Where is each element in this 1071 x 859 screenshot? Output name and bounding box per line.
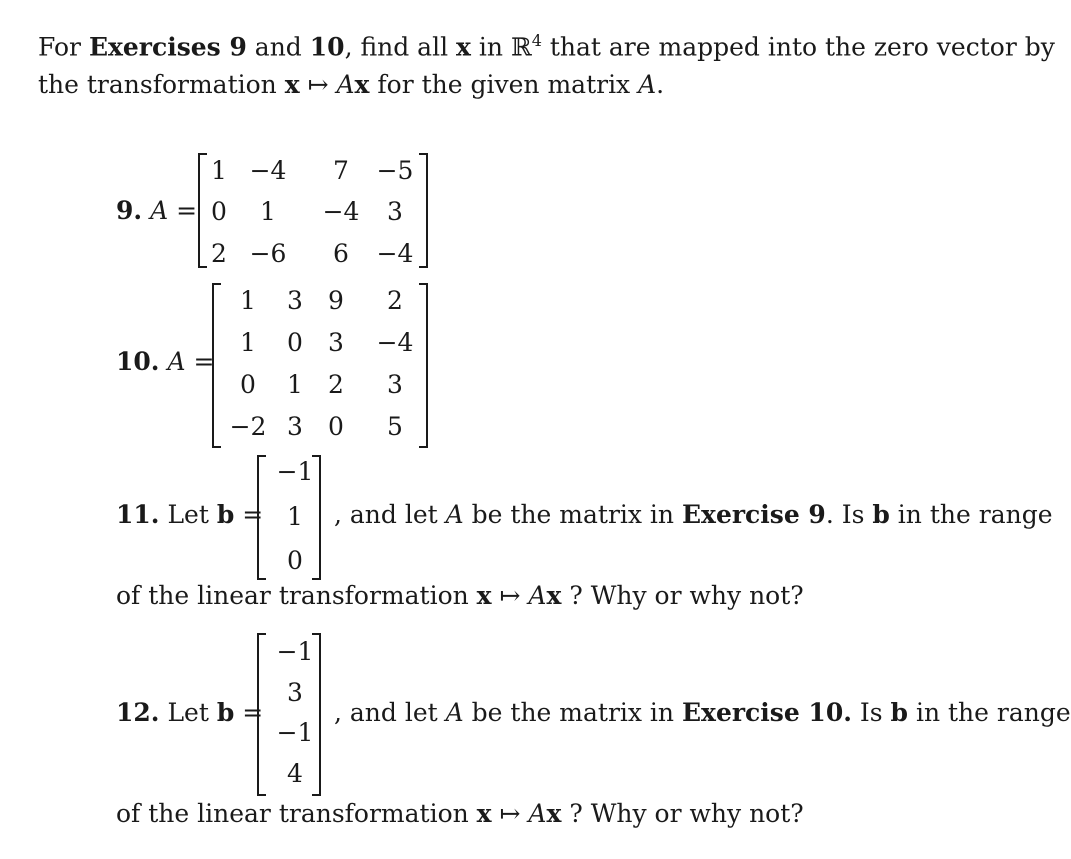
- text: Let: [167, 698, 209, 727]
- matrix-entry: 0: [211, 197, 227, 226]
- matrix-entry: 9: [328, 286, 344, 315]
- text: in the range: [889, 500, 1053, 529]
- matrix-entry: 5: [387, 412, 403, 441]
- matrix-entry: 1: [240, 328, 256, 357]
- vector-entry: 3: [287, 678, 303, 707]
- exercise-10-label: [116, 347, 214, 376]
- exercise-number: 11.: [116, 500, 160, 529]
- vector-b: b: [216, 500, 235, 529]
- matrix-A: A: [336, 70, 355, 99]
- vector-b: b: [216, 698, 235, 727]
- right-bracket: [419, 153, 428, 268]
- text: be the matrix in: [463, 500, 682, 529]
- matrix-A: A: [528, 581, 547, 610]
- intro-bold-10: 10: [309, 32, 345, 62]
- matrix-entry: 2: [387, 286, 403, 315]
- exercise-11-line-2: [116, 581, 804, 610]
- matrix-entry: 6: [333, 239, 349, 268]
- text: Let: [167, 500, 209, 529]
- text: in the range: [908, 698, 1071, 727]
- dimension-superscript: 4: [531, 31, 542, 50]
- text: . Is: [825, 500, 873, 529]
- matrix-entry: −2: [229, 412, 267, 441]
- matrix-entry: 3: [387, 197, 403, 226]
- right-bracket: [419, 283, 428, 448]
- intro-text: .: [656, 70, 665, 99]
- vector-x: x: [284, 70, 300, 99]
- matrix-A: A: [445, 500, 464, 529]
- exercise-reference: Exercise 10.: [681, 698, 852, 727]
- text: , and let: [334, 698, 446, 727]
- intro-line-2: [38, 62, 664, 107]
- exercise-12-line-2: [116, 799, 804, 828]
- intro-text: For: [38, 32, 89, 62]
- equals-sign: =: [242, 698, 264, 727]
- matrix-entry: 1: [260, 197, 276, 226]
- left-bracket: [212, 283, 221, 448]
- text: , and let: [334, 500, 446, 529]
- matrix-entry: 0: [287, 328, 303, 357]
- text: be the matrix in: [463, 698, 682, 727]
- vector-x: x: [354, 70, 370, 99]
- vector-entry: −1: [276, 457, 314, 486]
- text: of the linear transformation: [116, 581, 477, 610]
- matrix-A: A: [150, 196, 169, 225]
- matrix-entry: −5: [376, 156, 414, 185]
- text: Is: [851, 698, 891, 727]
- text: of the linear transformation: [116, 799, 477, 828]
- matrix-entry: −4: [249, 156, 287, 185]
- matrix-A: A: [638, 70, 657, 99]
- matrix-entry: −4: [376, 239, 414, 268]
- exercise-number: 10.: [116, 347, 160, 376]
- exercise-11-label: [116, 500, 263, 529]
- intro-text: for the given matrix: [369, 70, 639, 99]
- vector-x: x: [546, 799, 562, 828]
- intro-bold-exercises: Exercises 9: [88, 32, 247, 62]
- maps-to-arrow: ↦: [491, 581, 529, 610]
- equals-sign: =: [193, 347, 215, 376]
- vector-x: x: [456, 32, 471, 62]
- intro-text: that are mapped into the zero vector by: [541, 32, 1055, 62]
- matrix-entry: 3: [328, 328, 344, 357]
- text: ? Why or why not?: [561, 799, 804, 828]
- matrix-entry: 0: [240, 370, 256, 399]
- vector-x: x: [476, 581, 492, 610]
- exercise-number: 12.: [116, 698, 160, 727]
- matrix-entry: −4: [376, 328, 414, 357]
- intro-text: and: [246, 32, 310, 62]
- matrix-entry: 1: [240, 286, 256, 315]
- matrix-entry: 3: [287, 286, 303, 315]
- intro-text: in: [470, 32, 511, 62]
- matrix-entry: 3: [287, 412, 303, 441]
- matrix-entry: 3: [387, 370, 403, 399]
- vector-entry: −1: [276, 718, 314, 747]
- matrix-entry: 0: [328, 412, 344, 441]
- vector-entry: 4: [287, 759, 303, 788]
- maps-to-arrow: ↦: [299, 70, 337, 99]
- matrix-entry: 2: [211, 239, 227, 268]
- matrix-entry: 7: [333, 156, 349, 185]
- exercise-12-text: [334, 698, 1071, 727]
- matrix-A: A: [528, 799, 547, 828]
- left-bracket: [257, 455, 266, 580]
- vector-x: x: [476, 799, 492, 828]
- exercise-number: 9.: [116, 196, 143, 225]
- vector-b: b: [872, 500, 890, 529]
- equals-sign: =: [242, 500, 264, 529]
- exercise-9-label: [116, 196, 197, 225]
- vector-b: b: [890, 698, 909, 727]
- text: ? Why or why not?: [561, 581, 804, 610]
- intro-text: the transformation: [38, 70, 285, 99]
- matrix-entry: 1: [287, 370, 303, 399]
- maps-to-arrow: ↦: [491, 799, 529, 828]
- intro-text: , find all: [344, 32, 457, 62]
- matrix-entry: −4: [322, 197, 360, 226]
- vector-entry: −1: [276, 637, 314, 666]
- vector-entry: 1: [287, 502, 303, 531]
- exercise-reference: Exercise 9: [681, 500, 826, 529]
- matrix-A: A: [167, 347, 186, 376]
- matrix-A: A: [445, 698, 464, 727]
- exercise-11-text: [334, 500, 1053, 529]
- matrix-entry: 2: [328, 370, 344, 399]
- matrix-entry: −6: [249, 239, 287, 268]
- left-bracket: [257, 633, 266, 796]
- vector-entry: 0: [287, 546, 303, 575]
- real-numbers-symbol: ℝ: [510, 32, 532, 62]
- equals-sign: =: [176, 196, 198, 225]
- exercise-12-label: [116, 698, 263, 727]
- matrix-entry: 1: [211, 156, 227, 185]
- vector-x: x: [546, 581, 562, 610]
